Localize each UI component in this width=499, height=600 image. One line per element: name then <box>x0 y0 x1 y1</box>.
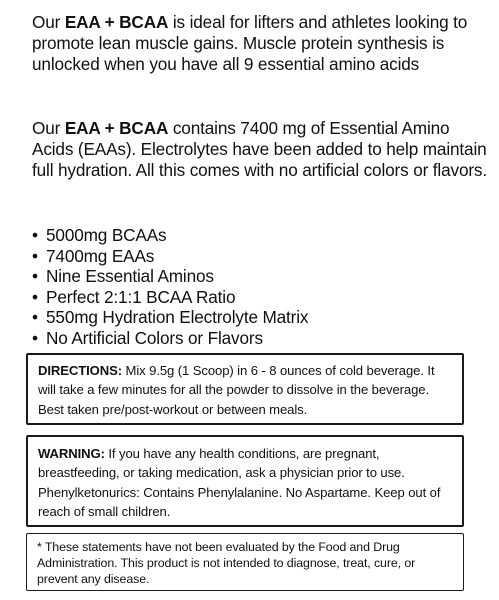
product-name-eaa: EAA <box>64 118 101 138</box>
intro-text-prefix: Our <box>32 118 65 138</box>
bullet-icon: • <box>32 307 38 327</box>
product-name-plus: + <box>100 118 120 138</box>
feature-text: Nine Essential Aminos <box>46 266 214 286</box>
product-name-plus: + <box>100 12 120 32</box>
fda-disclaimer-box <box>26 533 464 591</box>
feature-text: No Artificial Colors or Flavors <box>46 327 263 348</box>
warning-label: WARNING: <box>38 446 105 461</box>
directions-text: Mix 9.5g (1 Scoop) in 6 - 8 ounces of cold beverage. It will take a few minutes for all the powder to dissolve in the beverage. Best taken pre/post-workout or between meals. <box>38 363 435 417</box>
product-name-bcaa: BCAA <box>119 118 169 138</box>
product-name-bcaa: BCAA <box>119 12 169 32</box>
bullet-icon: • <box>32 225 38 245</box>
disclaimer-text: * These statements have not been evaluated by the Food and Drug Administration. This product is not intended to diagnose, treat, cure, or prevent any disease. <box>37 540 416 586</box>
intro-text-body: contains 7400 mg of Essential Amino Acids (EAAs). Electrolytes have been added to help maintain full hydration. All this comes with no artificial colors or flavors. <box>32 118 487 180</box>
list-item <box>32 225 472 246</box>
intro-paragraph-1 <box>32 12 492 75</box>
bullet-icon: • <box>32 266 38 286</box>
list-item <box>32 287 472 308</box>
list-item <box>32 266 472 287</box>
directions-label: DIRECTIONS: <box>38 363 123 378</box>
feature-list <box>32 225 472 348</box>
bullet-icon: • <box>32 245 38 266</box>
warning-text: If you have any health conditions, are pregnant, breastfeeding, or taking medication, ask a physician prior to use. Phenylketonurics: Contains Phenylalanine. No Aspartame. Keep out of reach of small children. <box>38 446 441 520</box>
bullet-icon: • <box>32 286 38 307</box>
intro-text-prefix: Our <box>32 12 65 32</box>
list-item <box>32 328 472 349</box>
warning-box <box>26 435 464 527</box>
intro-text-body: is ideal for lifters and athletes looking to promote lean muscle gains. Muscle protein synthesis is unlocked when you have all 9 essential amino acids <box>32 12 468 74</box>
product-name-eaa: EAA <box>64 12 101 32</box>
feature-text: 5000mg BCAAs <box>46 225 167 245</box>
bullet-icon: • <box>32 327 38 348</box>
feature-text: 550mg Hydration Electrolyte Matrix <box>46 307 309 327</box>
feature-text: Perfect 2:1:1 BCAA Ratio <box>46 286 236 307</box>
list-item <box>32 307 472 328</box>
directions-box <box>26 353 464 425</box>
feature-text: 7400mg EAAs <box>46 245 155 266</box>
intro-paragraph-2 <box>32 118 492 181</box>
list-item <box>32 246 472 267</box>
